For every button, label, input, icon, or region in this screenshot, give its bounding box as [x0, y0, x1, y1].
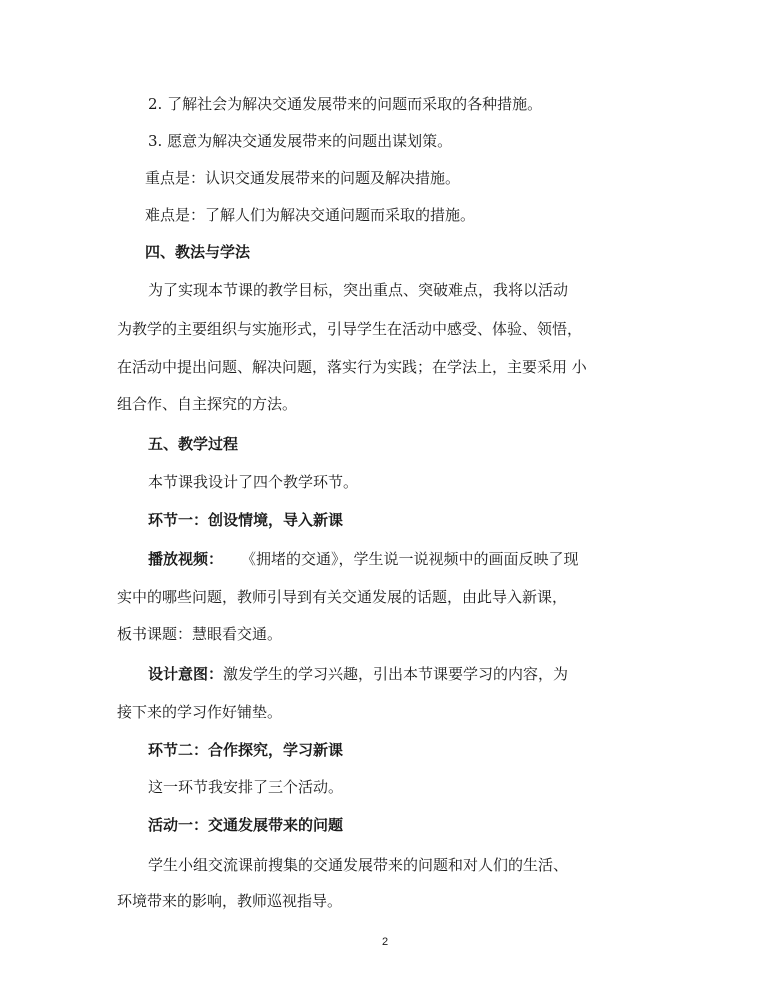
- design-intent-label: 设计意图：: [148, 665, 224, 683]
- page-number: 2: [381, 936, 389, 948]
- paragraph-line: 在活动中提出问题、解决问题，落实行为实践；在学法上，主要采用 小: [117, 358, 587, 376]
- video-description: 《拥堵的交通》，学生说一说视频中的画面反映了现: [241, 550, 579, 568]
- paragraph-line: 这一环节我安排了三个活动。: [148, 778, 344, 796]
- paragraph-line: 为教学的主要组织与实施形式，引导学生在活动中感受、体验、领悟，: [117, 320, 583, 338]
- section-heading-5: 五、教学过程: [148, 435, 239, 453]
- paragraph-line: 板书课题：慧眼看交通。: [117, 625, 283, 643]
- key-point: 重点是：认识交通发展带来的问题及解决措施。: [145, 169, 461, 187]
- difficult-point: 难点是：了解人们为解决交通问题而采取的措施。: [145, 206, 476, 224]
- paragraph-line: 实中的哪些问题，教师引导到有关交通发展的话题，由此导入新课，: [117, 588, 568, 606]
- paragraph-line: 本节课我设计了四个教学环节。: [148, 473, 359, 491]
- activity-1-heading: 活动一：交通发展带来的问题: [148, 816, 344, 834]
- objective-3: 3. 愿意为解决交通发展带来的问题出谋划策。: [148, 132, 453, 150]
- paragraph-line: 为了实现本节课的教学目标，突出重点、突破难点，我将以活动: [148, 281, 569, 299]
- paragraph-line: [148, 549, 579, 569]
- objective-2: 2. 了解社会为解决交通发展带来的问题而采取的各种措施。: [148, 95, 543, 113]
- video-label: 播放视频：: [148, 550, 224, 568]
- paragraph-line: 接下来的学习作好铺垫。: [117, 703, 283, 721]
- paragraph-line: 学生小组交流课前搜集的交通发展带来的问题和对人们的生活、: [148, 856, 569, 874]
- paragraph-line: 环境带来的影响，教师巡视指导。: [117, 892, 343, 910]
- stage-2-heading: 环节二：合作探究，学习新课: [148, 741, 344, 759]
- paragraph-line: 组合作、自主探究的方法。: [117, 395, 298, 413]
- design-intent-text: 激发学生的学习兴趣，引出本节课要学习的内容，为: [223, 665, 569, 683]
- section-heading-4: 四、教法与学法: [145, 243, 251, 261]
- stage-1-heading: 环节一：创设情境，导入新课: [148, 511, 344, 529]
- paragraph-line: [148, 664, 568, 684]
